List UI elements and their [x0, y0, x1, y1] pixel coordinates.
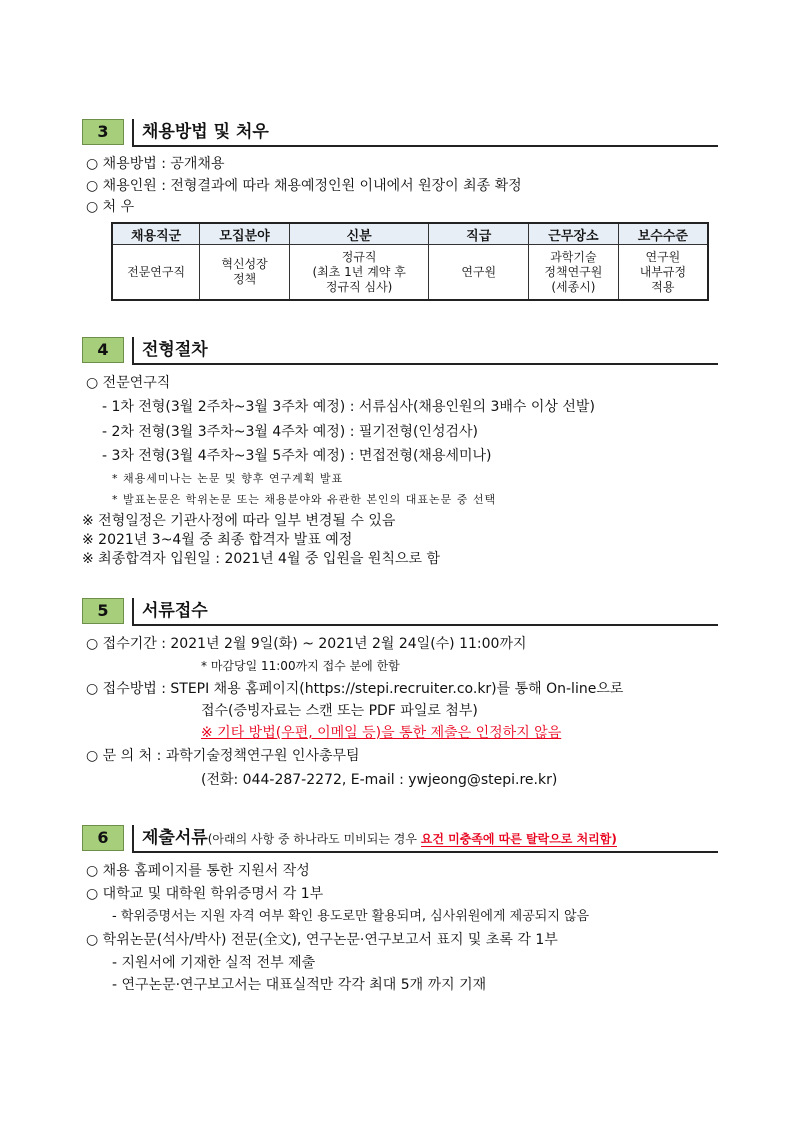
section-title [142, 825, 617, 852]
table-cell: 연구원 내부규정 적용 [618, 245, 708, 301]
text-line: ○ 채용인원 : 전형결과에 따라 채용예정인원 이내에서 원장이 최종 확정 [86, 178, 522, 194]
section-note: (아래의 사항 중 하나라도 미비되는 경우 [207, 832, 421, 846]
table-cell: 혁신성장 정책 [200, 245, 290, 301]
section-title: 채용방법 및 처우 [142, 122, 269, 142]
warning-text: ※ 기타 방법(우편, 이메일 등)을 통한 제출은 인정하지 않음 [201, 725, 562, 741]
section-warning: 요건 미충족에 따른 탈락으로 처리함) [420, 832, 617, 846]
text-line: ○ 접수기간 : 2021년 2월 9일(화) ~ 2021년 2월 24일(수) 11:00까지 [86, 636, 527, 652]
section-title: 전형절차 [142, 340, 208, 360]
divider [132, 825, 134, 851]
text-line: * 발표논문은 학위논문 또는 채용분야와 유관한 본인의 대표논문 중 선택 [112, 493, 497, 506]
divider [132, 624, 718, 626]
column-header: 근무장소 [529, 223, 619, 245]
column-header: 직급 [429, 223, 529, 245]
table-cell: 정규직 (최초 1년 계약 후 정규직 심사) [289, 245, 429, 301]
text-line: - 2차 전형(3월 3주차~3월 4주차 예정) : 필기전형(인성검사) [102, 424, 478, 440]
table-cell: 연구원 [429, 245, 529, 301]
table-cell: 전문연구직 [112, 245, 200, 301]
section-number: 4 [82, 337, 124, 363]
text-line: ※ 전형일정은 기관사정에 따라 일부 변경될 수 있음 [82, 513, 396, 529]
text-line: * 채용세미나는 논문 및 향후 연구계획 발표 [112, 472, 344, 485]
text-line: - 지원서에 기재한 실적 전부 제출 [112, 955, 316, 971]
section-number: 3 [82, 119, 124, 145]
divider [132, 851, 718, 853]
recruitment-table [111, 222, 709, 301]
divider [132, 337, 134, 363]
text-line: ○ 학위논문(석사/박사) 전문(全文), 연구논문·연구보고서 표지 및 초록 각 1부 [86, 932, 558, 948]
text-line: ○ 채용방법 : 공개채용 [86, 156, 225, 172]
column-header: 보수수준 [618, 223, 708, 245]
table-cell: 과학기술 정책연구원 (세종시) [529, 245, 619, 301]
table-row [112, 245, 708, 301]
divider [132, 145, 718, 147]
section-number: 6 [82, 825, 124, 851]
section-number: 5 [82, 598, 124, 624]
section-5-header [82, 596, 718, 626]
text-line: - 연구논문·연구보고서는 대표실적만 각각 최대 5개 까지 기재 [112, 977, 487, 993]
text-line: ○ 접수방법 : STEPI 채용 홈페이지(https://stepi.recruiter.co.kr)를 통해 On-line으로 [86, 681, 624, 697]
section-4-header [82, 335, 718, 365]
divider [132, 598, 134, 624]
text-line: * 마감당일 11:00까지 접수 분에 한함 [201, 659, 400, 673]
text-line: ※ 최종합격자 입원일 : 2021년 4월 중 입원을 원칙으로 함 [82, 551, 440, 567]
text-line: 접수(증빙자료는 스캔 또는 PDF 파일로 첨부) [201, 703, 478, 719]
text-line: - 학위증명서는 지원 자격 여부 확인 용도로만 활용되며, 심사위원에게 제공되지 않음 [112, 909, 590, 924]
column-header: 모집분야 [200, 223, 290, 245]
text-line: ○ 문 의 처 : 과학기술정책연구원 인사총무팀 [86, 748, 360, 764]
text-line: ○ 전문연구직 [86, 375, 171, 391]
text-line: (전화: 044-287-2272, E-mail : ywjeong@stepi.re.kr) [201, 772, 558, 788]
section-6-header [82, 823, 718, 853]
section-title: 서류접수 [142, 601, 208, 621]
text-line: - 1차 전형(3월 2주차~3월 3주차 예정) : 서류심사(채용인원의 3배수 이상 선발) [102, 399, 595, 415]
text-line: - 3차 전형(3월 4주차~3월 5주차 예정) : 면접전형(채용세미나) [102, 448, 492, 464]
text-line: ○ 채용 홈페이지를 통한 지원서 작성 [86, 863, 310, 879]
divider [132, 119, 134, 145]
text-line: ○ 처 우 [86, 199, 135, 215]
section-3-header [82, 117, 718, 147]
table-header-row [112, 223, 708, 245]
section-title-text: 제출서류 [142, 828, 208, 848]
column-header: 채용직군 [112, 223, 200, 245]
text-line: ※ 2021년 3~4월 중 최종 합격자 발표 예정 [82, 532, 353, 548]
divider [132, 363, 718, 365]
text-line: ○ 대학교 및 대학원 학위증명서 각 1부 [86, 886, 324, 902]
column-header: 신분 [289, 223, 429, 245]
